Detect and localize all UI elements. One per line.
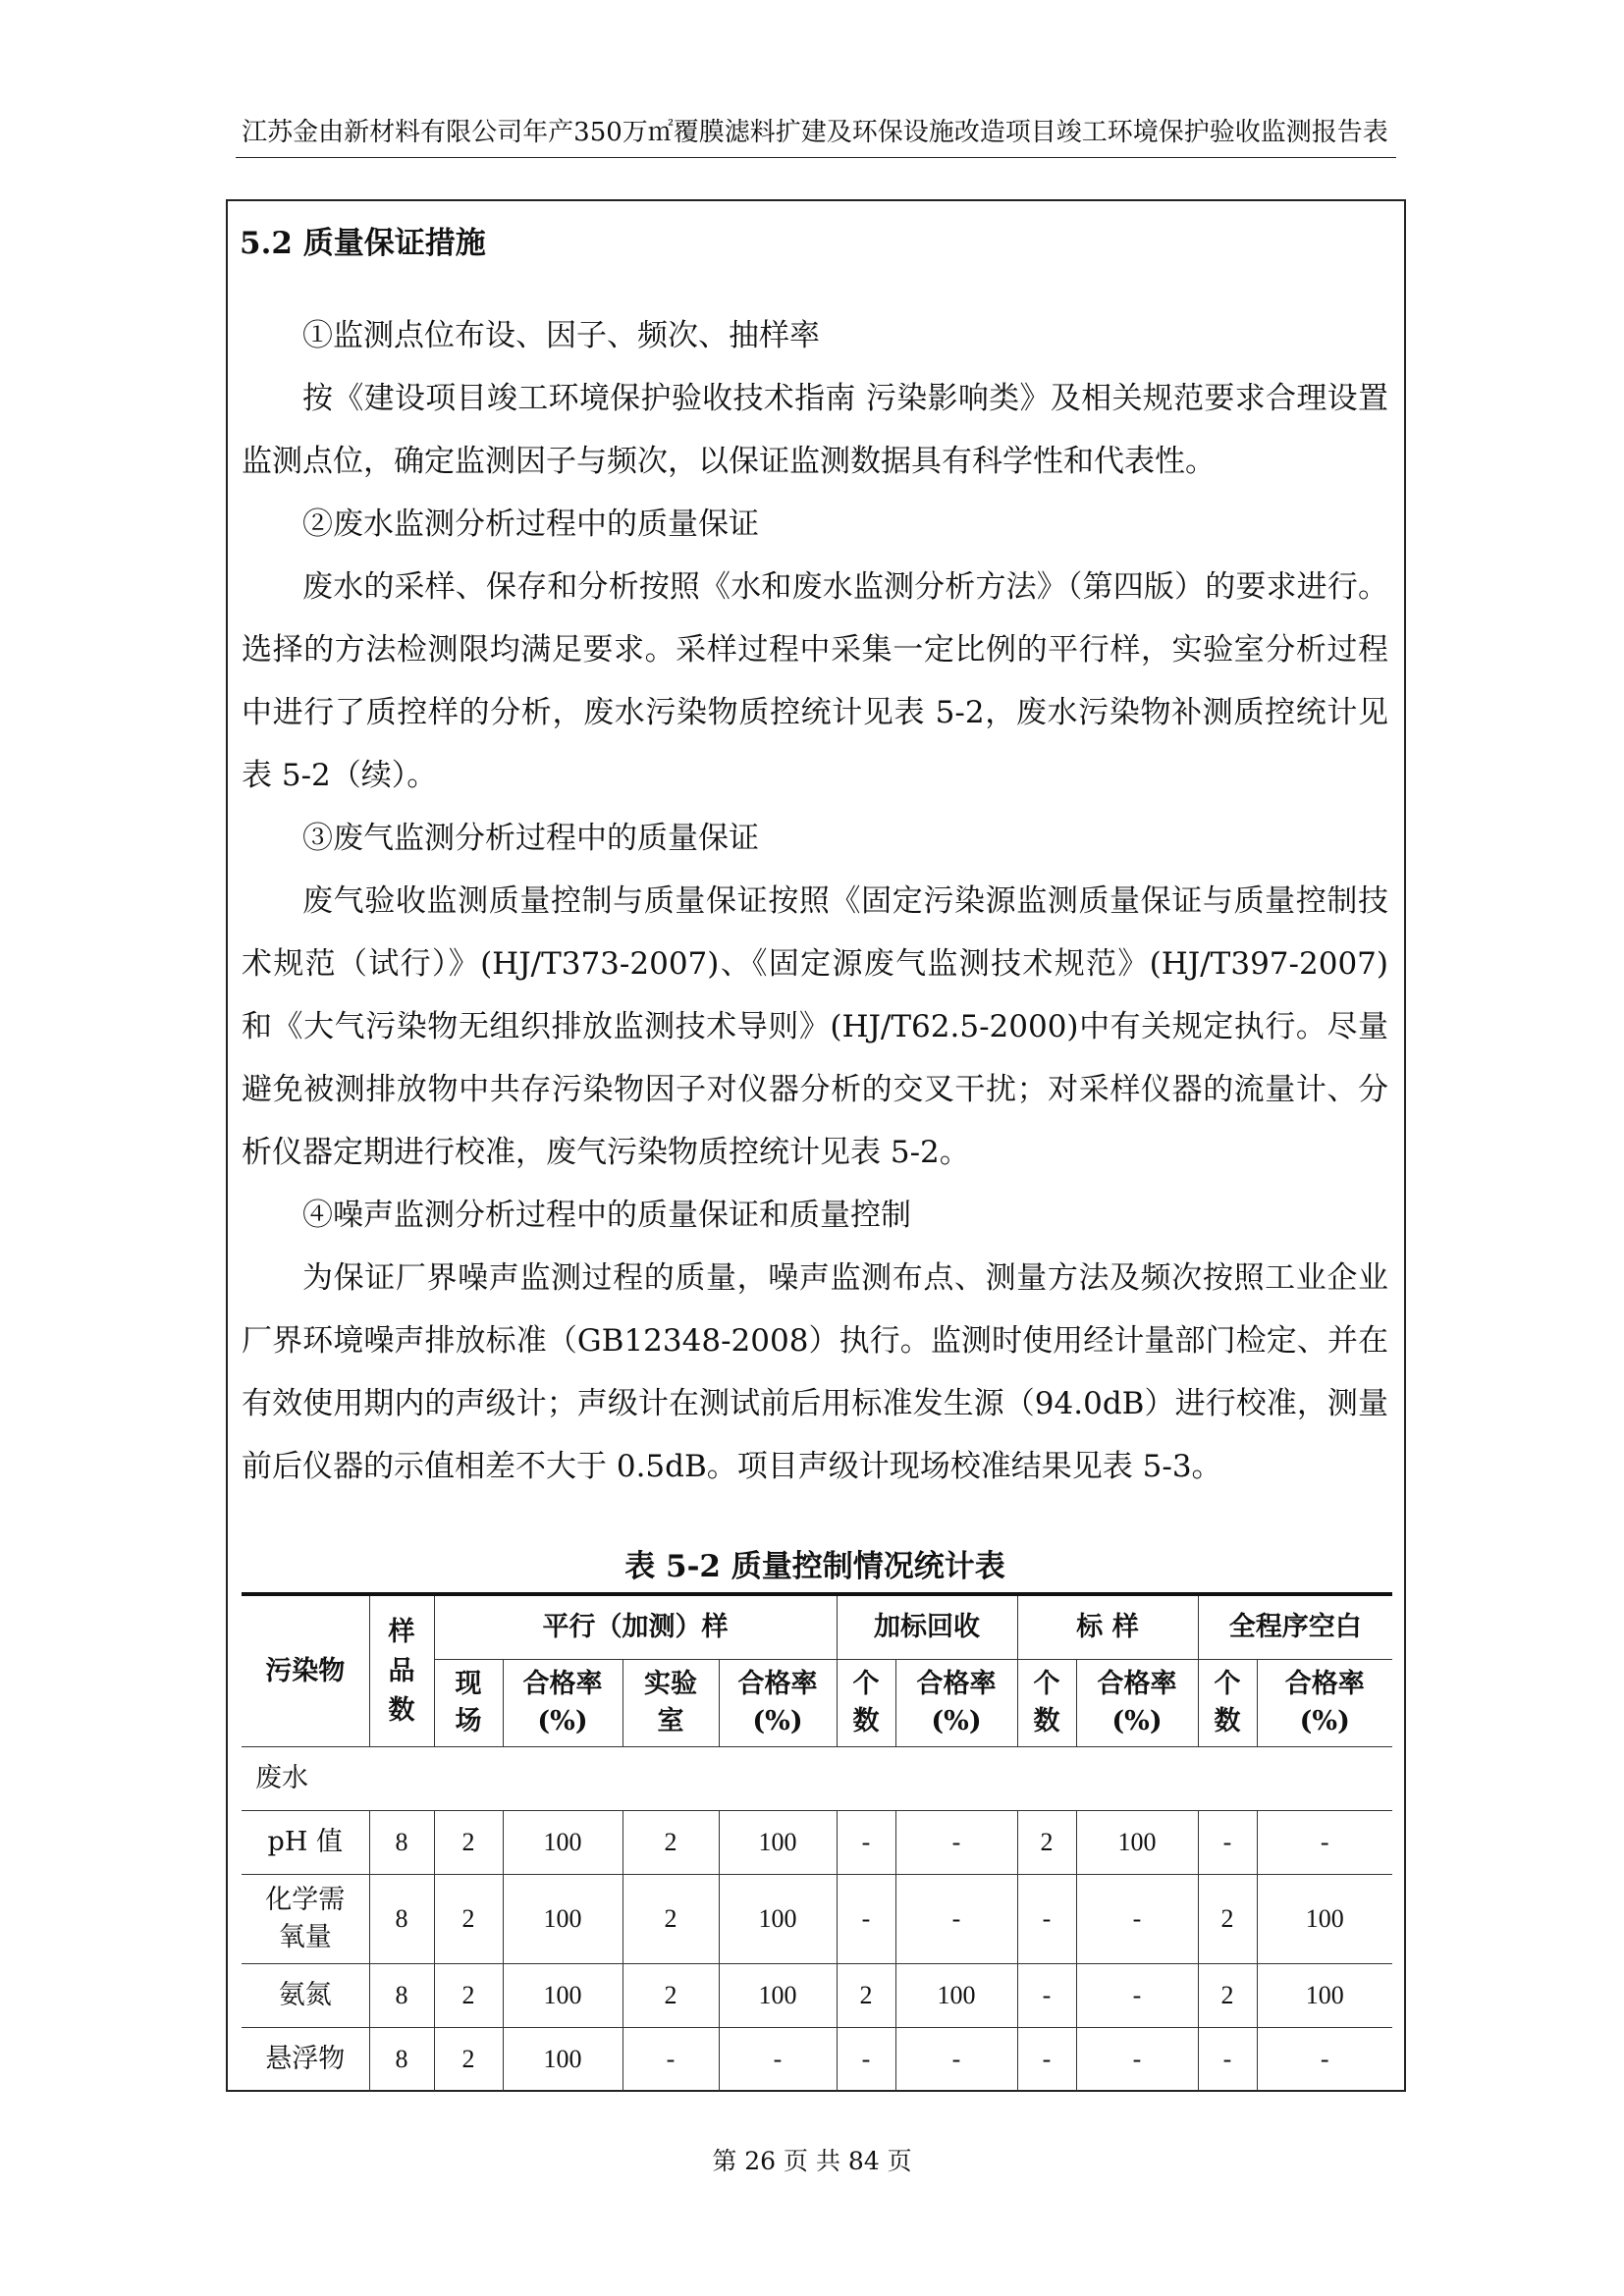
header-lab: 实验室 [623,1660,719,1747]
page-number: 第 26 页 共 84 页 [712,2147,912,2175]
table-cell: 2 [1017,1811,1076,1875]
table-cell: 100 [503,1964,623,2028]
header-field: 现场 [434,1660,503,1747]
table-cell: 2 [434,1875,503,1964]
paragraph-noise: 为保证厂界噪声监测过程的质量，噪声监测布点、测量方法及频次按照工业企业厂界环境噪声排放标准（GB12348-2008）执行。监测时使用经计量部门检定、并在有效使用期内的声级计；声级计在测试前后用标准发生源（94.0dB）进行校准，测量前后仪器的示值相差不大于 0.5dB。项目声级计现场校准结果见表 5-3。 [242,1260,1388,1484]
category-row: 废水 [242,1747,1392,1811]
table-cell: - [1198,1811,1257,1875]
table-cell: - [719,2028,837,2092]
body-text [242,304,1388,1498]
table-cell: 100 [719,1811,837,1875]
table-cell: 100 [1257,1875,1392,1964]
paragraph-sampling: 按《建设项目竣工环境保护验收技术指南 污染影响类》及相关规范要求合理设置监测点位，确定监测因子与频次，以保证监测数据具有科学性和代表性。 [242,381,1388,479]
table-cell: - [895,2028,1017,2092]
row-name: 悬浮物 [242,2028,369,2092]
header-pass-rate: 合格率 (%) [895,1660,1017,1747]
table-cell: 100 [1076,1811,1198,1875]
table-cell: 100 [503,1875,623,1964]
table-cell: 2 [623,1875,719,1964]
header-spike: 加标回收 [837,1594,1017,1660]
header-standard: 标 样 [1017,1594,1198,1660]
table-cell: 100 [503,1811,623,1875]
table-cell: 8 [369,1875,434,1964]
header-parallel: 平行（加测）样 [434,1594,837,1660]
table-cell: 2 [1198,1875,1257,1964]
table-cell: - [895,1811,1017,1875]
table-cell: 8 [369,2028,434,2092]
row-name: pH 值 [242,1811,369,1875]
quality-control-table [242,1592,1392,2091]
table-cell: - [1257,2028,1392,2092]
table-cell: 100 [719,1964,837,2028]
table-cell: - [1198,2028,1257,2092]
table-cell: 100 [503,2028,623,2092]
header-rule [236,157,1396,158]
table-cell: 2 [1198,1964,1257,2028]
table-cell: 8 [369,1964,434,2028]
row-name: 氨氮 [242,1964,369,2028]
table-cell: - [1017,1964,1076,2028]
table-cell: 2 [623,1811,719,1875]
table-cell: - [1017,1875,1076,1964]
header-count: 个数 [1198,1660,1257,1747]
subheading-wastewater: ②废水监测分析过程中的质量保证 [302,507,759,542]
table-cell: 100 [719,1875,837,1964]
header-blank: 全程序空白 [1198,1594,1392,1660]
subheading-sampling: ①监测点位布设、因子、频次、抽样率 [302,318,820,353]
paragraph-exhaust: 废气验收监测质量控制与质量保证按照《固定污染源监测质量保证与质量控制技术规范（试行）》(HJ/T373-2007)、《固定源废气监测技术规范》(HJ/T397-2007)和《大气污染物无组织排放监测技术导则》(HJ/T62.5-2000)中有关规定执行。尽量避免被测排放物中共存污染物因子对仪器分析的交叉干扰；对采样仪器的流量计、分析仪器定期进行校准，废气污染物质控统计见表 5-2。 [242,883,1388,1170]
table-cell: 2 [434,2028,503,2092]
table-cell: - [1257,1811,1392,1875]
table-cell: 2 [837,1964,895,2028]
table-cell: 2 [623,1964,719,2028]
header-pass-rate: 合格率 (%) [1076,1660,1198,1747]
row-name: 化学需氧量 [242,1875,369,1964]
subheading-noise: ④噪声监测分析过程中的质量保证和质量控制 [302,1198,911,1233]
table-cell: 100 [1257,1964,1392,2028]
section-title: 5.2 质量保证措施 [240,226,486,261]
header-pass-rate: 合格率 (%) [719,1660,837,1747]
table-cell: 2 [434,1811,503,1875]
table-cell: - [837,1875,895,1964]
table-cell: - [895,1875,1017,1964]
header-sample-count: 样品数 [369,1594,434,1747]
table-cell: 8 [369,1811,434,1875]
table-cell: - [1017,2028,1076,2092]
table-title: 表 5-2 质量控制情况统计表 [624,1549,1005,1584]
page-header: 江苏金由新材料有限公司年产350万㎡覆膜滤料扩建及环保设施改造项目竣工环境保护验收监测报告表 [242,118,1388,147]
table-cell: - [837,1811,895,1875]
header-pollutant: 污染物 [242,1594,369,1747]
header-pass-rate: 合格率 (%) [1257,1660,1392,1747]
table-cell: - [1076,1875,1198,1964]
paragraph-wastewater: 废水的采样、保存和分析按照《水和废水监测分析方法》（第四版）的要求进行。选择的方法检测限均满足要求。采样过程中采集一定比例的平行样，实验室分析过程中进行了质控样的分析，废水污染物质控统计见表 5-2，废水污染物补测质控统计见表 5-2（续）。 [242,569,1388,793]
header-pass-rate: 合格率 (%) [503,1660,623,1747]
table-cell: - [1076,1964,1198,2028]
table-cell: - [623,2028,719,2092]
header-count: 个数 [1017,1660,1076,1747]
table-cell: - [1076,2028,1198,2092]
table-cell: 2 [434,1964,503,2028]
subheading-exhaust: ③废气监测分析过程中的质量保证 [302,821,759,856]
header-count: 个数 [837,1660,895,1747]
table-cell: 100 [895,1964,1017,2028]
table-cell: - [837,2028,895,2092]
